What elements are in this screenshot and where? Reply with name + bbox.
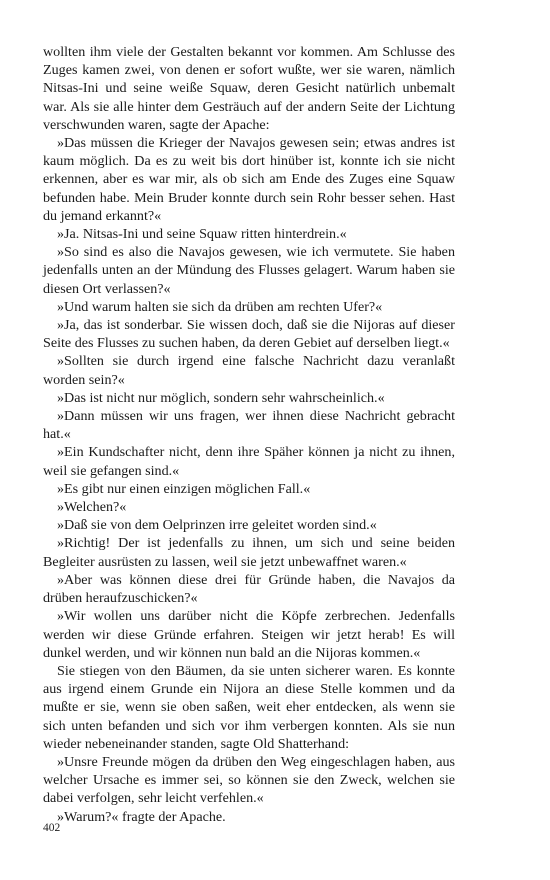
paragraph: »Es gibt nur einen einzigen möglichen Fall.«: [57, 480, 311, 497]
paragraph: »Und warum halten sie sich da drüben am rechten Ufer?«: [57, 298, 383, 315]
paragraph: »Ein Kundschafter nicht, denn ihre Späher können ja nicht zu ihnen, weil sie gefangen sind.«: [43, 444, 455, 479]
paragraph: »Welchen?«: [57, 499, 127, 516]
paragraph: »Warum?« fragte der Apache.: [57, 808, 226, 825]
paragraph: »Das ist nicht nur möglich, sondern sehr wahrscheinlich.«: [57, 389, 385, 406]
paragraph: »Dann müssen wir uns fragen, wer ihnen diese Nachricht gebracht hat.«: [43, 408, 455, 443]
paragraph: »Daß sie von dem Oelprinzen irre geleitet worden sind.«: [57, 517, 377, 534]
paragraph: »Ja. Nitsas-Ini und seine Squaw ritten hinterdrein.«: [57, 226, 347, 243]
paragraph: Sie stiegen von den Bäumen, da sie unten sicherer waren. Es konnte aus irgend einem Grunde ein Nijora an diese Stelle kommen und da mußte er sie, wenn sie oben saßen, weit eher entdecken, als wenn sie sich unten befanden und sich vor ihm verbergen konnten. Als sie nun wieder nebeneinander standen, sagte Old Shatterhand:: [43, 662, 455, 752]
paragraph: »Ja, das ist sonderbar. Sie wissen doch, daß sie die Nijoras auf dieser Seite des Flusses zu suchen haben, da deren Gebiet auf derselben liegt.«: [43, 317, 455, 352]
paragraph: »Sollten sie durch irgend eine falsche Nachricht dazu veranlaßt worden sein?«: [43, 353, 455, 388]
page-number: 402: [43, 822, 61, 834]
paragraph: wollten ihm viele der Gestalten bekannt vor kommen. Am Schlusse des Zuges kamen zwei, von denen er sofort wußte, wer sie waren, nämlich Nitsas-Ini und seine weiße Squaw, deren Gesicht natürlich unbemalt war. Als sie alle hinter dem Gesträuch auf der andern Seite der Lichtung verschwunden waren, sagte der Apache:: [43, 44, 455, 133]
paragraph: »Richtig! Der ist jedenfalls zu ihnen, um sich und seine beiden Begleiter ausrüsten zu lassen, weil sie jetzt unbewaffnet waren.«: [43, 535, 455, 570]
paragraph: »Wir wollen uns darüber nicht die Köpfe zerbrechen. Jedenfalls werden wir diese Gründe erfahren. Steigen wir jetzt herab! Es will dunkel werden, und wir können nun bald an die Nijoras kommen.«: [43, 608, 455, 661]
paragraph: »So sind es also die Navajos gewesen, wie ich vermutete. Sie haben jedenfalls unten an der Mündung des Flusses gelagert. Warum haben sie diesen Ort verlassen?«: [43, 244, 455, 297]
paragraph: »Aber was können diese drei für Gründe haben, die Navajos da drüben heraufzuschicken?«: [43, 571, 455, 607]
paragraph: »Unsre Freunde mögen da drüben den Weg eingeschlagen haben, aus welcher Ursache es immer sei, so können sie den Zweck, welchen sie dabei verfolgen, sehr leicht verfehlen.«: [43, 753, 455, 807]
paragraph: »Das müssen die Krieger der Navajos gewesen sein; etwas andres ist kaum möglich. Da es zu weit bis dort hinüber ist, konnte ich sie nicht erkennen, aber es war mir, als ob sich am Ende des Zuges eine Squaw befunden habe. Mein Bruder konnte durch sein Rohr besser sehen. Hast du jemand erkannt?«: [43, 135, 455, 224]
book-page-text: [43, 43, 455, 826]
